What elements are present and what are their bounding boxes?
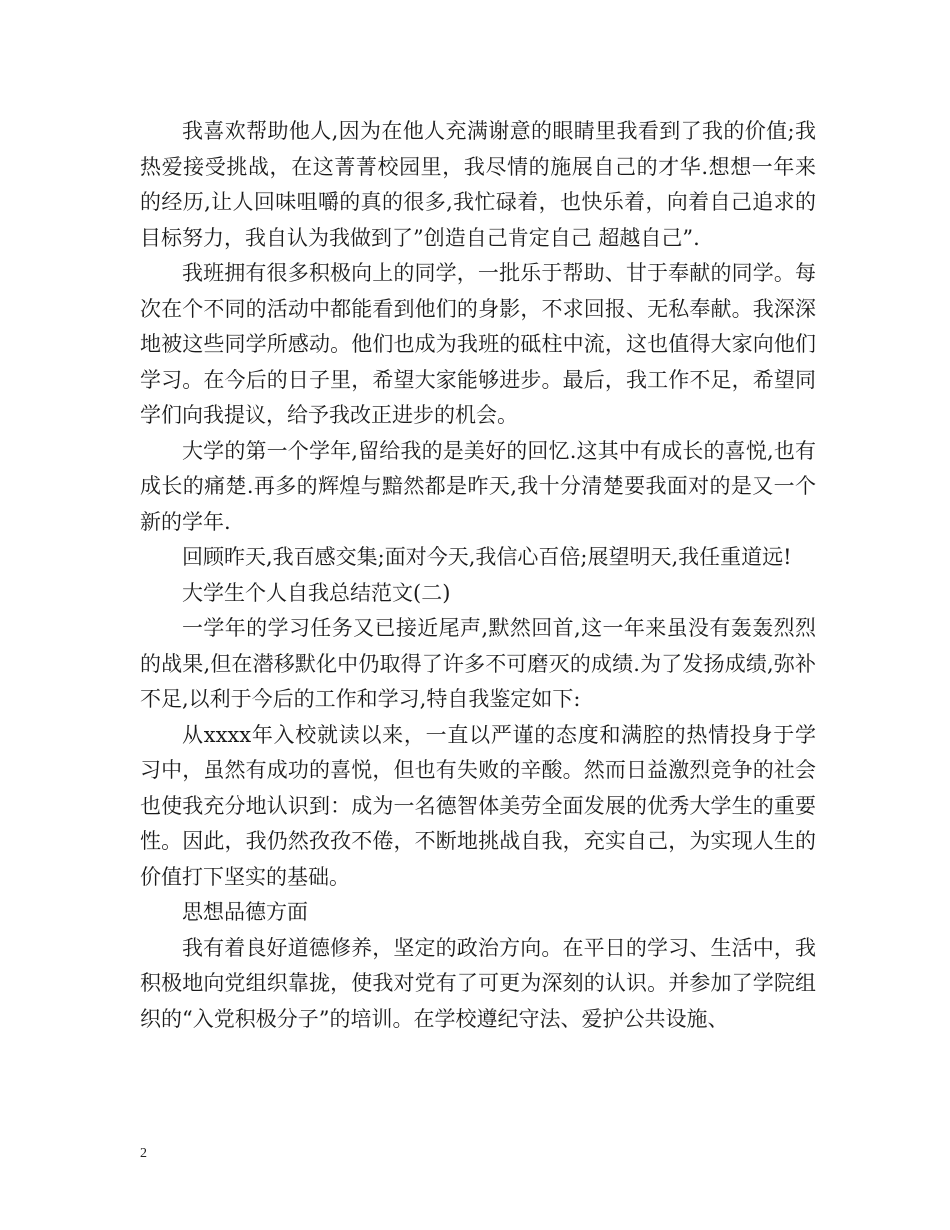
paragraph-moral-character: 我有着良好道德修养，坚定的政治方向。在平日的学习、生活中，我积极地向党组织靠拢，使我对党有了可更为深刻的认识。并参加了学院组织的“入党积极分子”的培训。在学校遵纪守法、爱护公共设施、 bbox=[140, 935, 816, 1031]
paragraph-classmates: 我班拥有很多积极向上的同学，一批乐于帮助、甘于奉献的同学。每次在个不同的活动中都能看到他们的身影，不求回报、无私奉献。我深深地被这些同学所感动。他们也成为我班的砥柱中流，这也值得大家向他们学习。在今后的日子里，希望大家能够进步。最后，我工作不足，希望同学们向我提议，给予我改正进步的机会。 bbox=[140, 261, 816, 427]
page-number: 2 bbox=[140, 1146, 147, 1161]
paragraph-first-year: 大学的第一个学年,留给我的是美好的回忆.这其中有成长的喜悦,也有成长的痛楚.再多的辉煌与黯然都是昨天,我十分清楚要我面对的是又一个新的学年. bbox=[140, 438, 816, 534]
paragraph-looking-back: 回顾昨天,我百感交集;面对今天,我信心百倍;展望明天,我任重道远! bbox=[182, 545, 792, 569]
paragraph-helping-others: 我喜欢帮助他人,因为在他人充满谢意的眼睛里我看到了我的价值;我热爱接受挑战，在这菁菁校园里，我尽情的施展自己的才华.想想一年来的经历,让人回味咀嚼的真的很多,我忙碌着，也快乐着，向着自己追求的目标努力，我自认为我做到了”创造自己肯定自己 超越自己”. bbox=[140, 119, 816, 250]
section-heading-sample-two: 大学生个人自我总结范文(二) bbox=[182, 580, 451, 605]
document-body bbox=[140, 114, 816, 1037]
section-heading-moral-character: 思想品德方面 bbox=[182, 900, 308, 924]
paragraph-year-summary: 一学年的学习任务又已接近尾声,默然回首,这一年来虽没有轰轰烈烈的战果,但在潜移默化中仍取得了许多不可磨灭的成绩.为了发扬成绩,弥补不足,以利于今后的工作和学习,特自我鉴定如下: bbox=[140, 616, 816, 711]
paragraph-since-enrollment: 从xxxx年入校就读以来，一直以严谨的态度和满腔的热情投身于学习中，虽然有成功的喜悦，但也有失败的辛酸。然而日益激烈竞争的社会也使我充分地认识到：成为一名德智体美劳全面发展的优秀大学生的重要性。因此，我仍然孜孜不倦，不断地挑战自我，充实自己，为实现人生的价值打下坚实的基础。 bbox=[140, 722, 816, 889]
